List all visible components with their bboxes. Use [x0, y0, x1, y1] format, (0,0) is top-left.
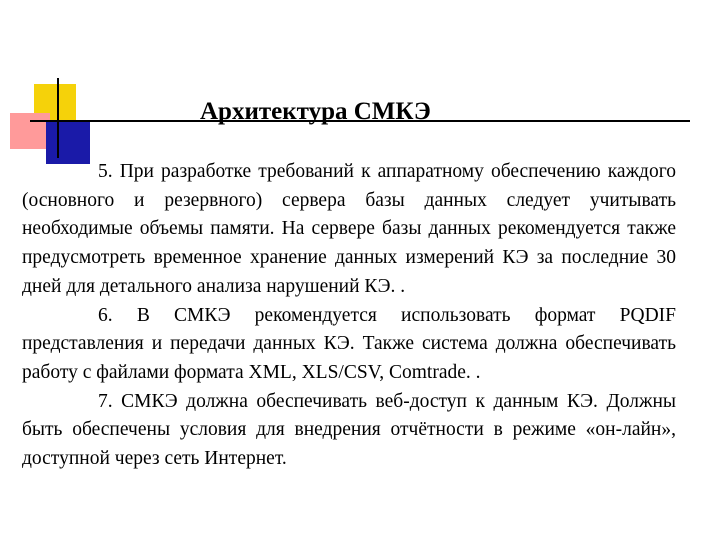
decor-vertical-line: [57, 78, 59, 158]
paragraph-7: 7. СМКЭ должна обеспечивать веб-доступ к данным КЭ. Должны быть обеспечены условия для внедрения отчётности в режиме «он-лайн», доступной через сеть Интернет.: [22, 390, 676, 470]
slide-title: Архитектура СМКЭ: [200, 98, 431, 125]
slide-body: [22, 158, 676, 474]
paragraph-6: 6. В СМКЭ рекомендуется использовать формат PQDIF представления и передачи данных КЭ. Также система должна обеспечивать работу с файлами формата XML, XLS/CSV, Comtrade. .: [22, 304, 676, 383]
decor-red-square: [10, 113, 50, 149]
paragraph-5: 5. При разработке требований к аппаратному обеспечению каждого (основного и резервного) сервера базы данных следует учитывать необходимые объемы памяти. На сервере базы данных рекомендуется также предусмотреть временное хранение данных измерений КЭ за последние 30 дней для детального анализа нарушений КЭ. .: [22, 161, 676, 297]
